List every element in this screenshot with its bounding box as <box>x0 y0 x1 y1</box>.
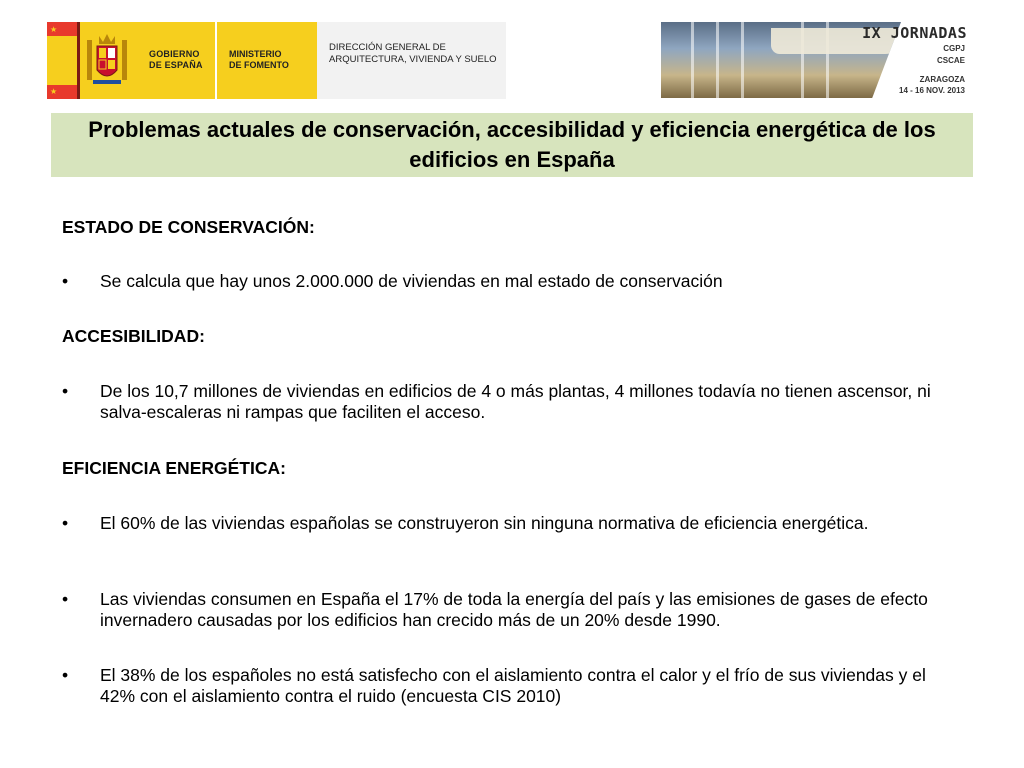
list-item <box>62 665 962 707</box>
direccion-general-text: DIRECCIÓN GENERAL DE ARQUITECTURA, VIVIENDA Y SUELO <box>329 42 497 65</box>
bullet-symbol: • <box>62 513 69 533</box>
coat-of-arms-icon <box>85 32 129 88</box>
section-heading-eficiencia: EFICIENCIA ENERGÉTICA: <box>62 458 286 478</box>
list-item <box>62 513 962 534</box>
bullet-symbol: • <box>62 665 69 685</box>
bullet-text: El 60% de las viviendas españolas se construyeron sin ninguna normativa de eficiencia energética. <box>100 513 869 533</box>
bullet-text: Se calcula que hay unos 2.000.000 de viviendas en mal estado de conservación <box>100 271 723 291</box>
list-item <box>62 381 962 423</box>
slide-title-box <box>51 113 973 177</box>
bullet-text: Las viviendas consumen en España el 17% de toda la energía del país y las emisiones de gases de efecto invernadero causadas por los edificios han crecido más de un 20% desde 1990. <box>100 589 928 630</box>
bullet-symbol: • <box>62 381 69 401</box>
eu-flag-strip: ★ ★ <box>47 22 80 99</box>
slide-title: Problemas actuales de conservación, accesibilidad y eficiencia energética de los edificios en España <box>88 117 936 172</box>
bullet-text: De los 10,7 millones de viviendas en edificios de 4 o más plantas, 4 millones todavía no tienen ascensor, ni salva-escaleras ni rampas que faciliten el acceso. <box>100 381 931 422</box>
event-org-1: CGPJ <box>943 44 965 53</box>
list-item <box>62 271 962 292</box>
event-banner <box>661 22 973 98</box>
event-title: IX JORNADAS <box>862 24 967 42</box>
ministerio-logo <box>215 22 317 99</box>
section-heading-conservacion: ESTADO DE CONSERVACIÓN: <box>62 217 315 237</box>
gobierno-de-espana-text: GOBIERNO DE ESPAÑA <box>149 49 203 70</box>
bullet-text: El 38% de los españoles no está satisfecho con el aislamiento contra el calor y el frío de sus viviendas y el 42% con el aislamiento contra el ruido (encuesta CIS 2010) <box>100 665 926 706</box>
ministerio-de-fomento-text: MINISTERIO DE FOMENTO <box>229 49 289 70</box>
event-city: ZARAGOZA <box>919 75 965 84</box>
section-heading-accesibilidad: ACCESIBILIDAD: <box>62 326 205 346</box>
gobierno-logo <box>47 22 215 99</box>
event-dates: 14 - 16 NOV. 2013 <box>899 86 965 95</box>
government-header <box>47 22 506 99</box>
event-org-2: CSCAE <box>936 56 965 65</box>
list-item <box>62 589 962 631</box>
direccion-general-box <box>317 22 506 99</box>
bullet-symbol: • <box>62 589 69 609</box>
bullet-symbol: • <box>62 271 69 291</box>
